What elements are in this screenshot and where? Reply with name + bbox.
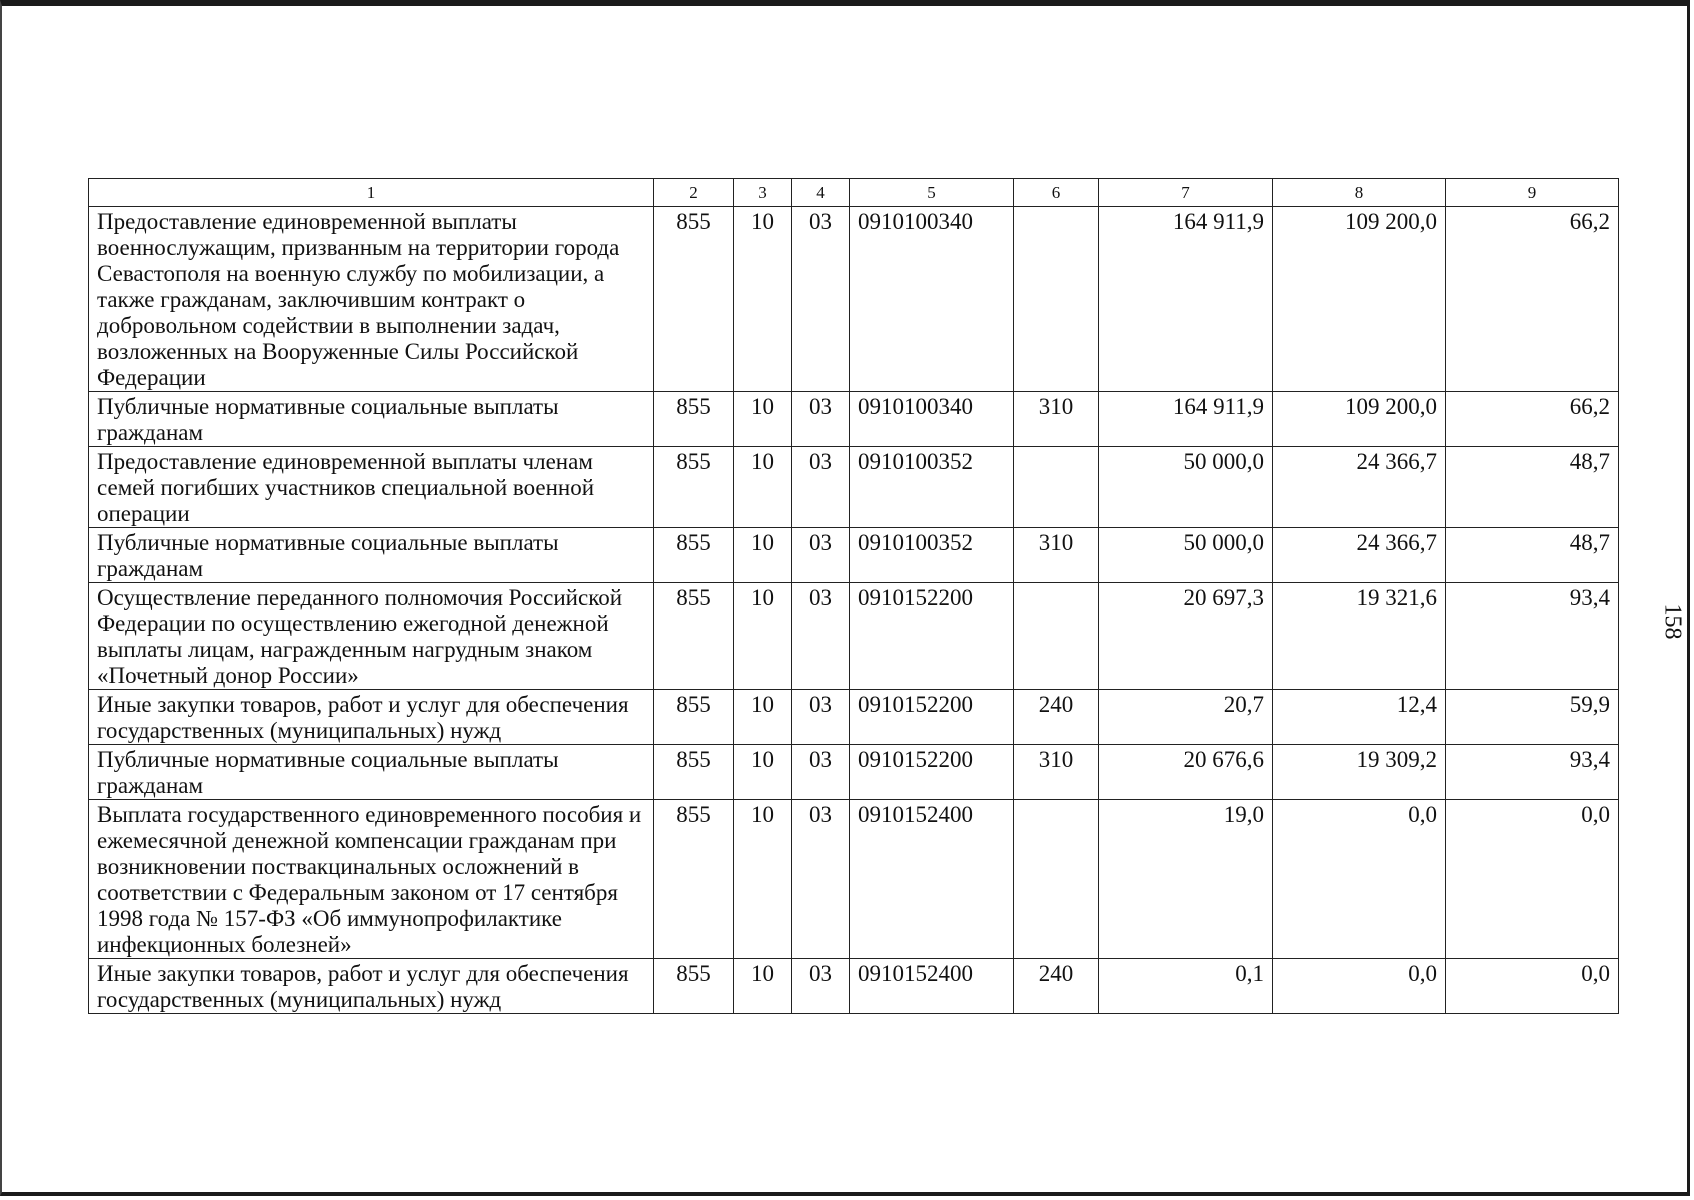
cell-subsection: 03 bbox=[792, 528, 850, 583]
cell-subsection: 03 bbox=[792, 745, 850, 800]
cell-approved: 50 000,0 bbox=[1099, 528, 1273, 583]
table-row bbox=[89, 392, 1619, 447]
cell-expense-type: 240 bbox=[1014, 690, 1099, 745]
cell-section: 10 bbox=[734, 528, 792, 583]
cell-percent: 0,0 bbox=[1446, 959, 1619, 1014]
cell-target-article: 0910152400 bbox=[850, 800, 1014, 959]
cell-executed: 19 321,6 bbox=[1273, 583, 1446, 690]
cell-subsection: 03 bbox=[792, 800, 850, 959]
table-row bbox=[89, 207, 1619, 392]
table-row bbox=[89, 583, 1619, 690]
cell-approved: 164 911,9 bbox=[1099, 207, 1273, 392]
cell-expense-type: 310 bbox=[1014, 745, 1099, 800]
table-row bbox=[89, 800, 1619, 959]
cell-admin-code: 855 bbox=[654, 583, 734, 690]
cell-target-article: 0910100352 bbox=[850, 447, 1014, 528]
column-header: 3 bbox=[734, 179, 792, 207]
cell-percent: 59,9 bbox=[1446, 690, 1619, 745]
cell-executed: 109 200,0 bbox=[1273, 392, 1446, 447]
cell-subsection: 03 bbox=[792, 392, 850, 447]
table-row bbox=[89, 690, 1619, 745]
table-row bbox=[89, 528, 1619, 583]
column-header: 7 bbox=[1099, 179, 1273, 207]
column-header: 6 bbox=[1014, 179, 1099, 207]
cell-admin-code: 855 bbox=[654, 447, 734, 528]
row-description: Предоставление единовременной выплаты военнослужащим, призванным на территории города Севастополя на военную службу по мобилизации, а также гражданам, заключившим контракт о добровольном содействии в выполнении задач, возложенных на Вооруженные Силы Российской Федерации bbox=[89, 207, 654, 392]
row-description: Иные закупки товаров, работ и услуг для обеспечения государственных (муниципальных) нужд bbox=[89, 690, 654, 745]
cell-percent: 48,7 bbox=[1446, 528, 1619, 583]
table-row bbox=[89, 959, 1619, 1014]
cell-admin-code: 855 bbox=[654, 207, 734, 392]
cell-approved: 20 676,6 bbox=[1099, 745, 1273, 800]
cell-expense-type: 310 bbox=[1014, 528, 1099, 583]
cell-target-article: 0910152200 bbox=[850, 745, 1014, 800]
cell-section: 10 bbox=[734, 207, 792, 392]
cell-executed: 19 309,2 bbox=[1273, 745, 1446, 800]
table-row bbox=[89, 447, 1619, 528]
cell-percent: 66,2 bbox=[1446, 392, 1619, 447]
budget-table bbox=[88, 178, 1619, 1014]
column-number-row bbox=[89, 179, 1619, 207]
cell-executed: 24 366,7 bbox=[1273, 447, 1446, 528]
cell-percent: 66,2 bbox=[1446, 207, 1619, 392]
cell-executed: 24 366,7 bbox=[1273, 528, 1446, 583]
cell-admin-code: 855 bbox=[654, 392, 734, 447]
cell-executed: 109 200,0 bbox=[1273, 207, 1446, 392]
cell-subsection: 03 bbox=[792, 583, 850, 690]
row-description: Осуществление переданного полномочия Российской Федерации по осуществлению ежегодной денежной выплаты лицам, награжденным нагрудным знаком «Почетный донор России» bbox=[89, 583, 654, 690]
row-description: Публичные нормативные социальные выплаты гражданам bbox=[89, 745, 654, 800]
cell-expense-type bbox=[1014, 583, 1099, 690]
cell-subsection: 03 bbox=[792, 690, 850, 745]
cell-section: 10 bbox=[734, 583, 792, 690]
row-description: Иные закупки товаров, работ и услуг для обеспечения государственных (муниципальных) нужд bbox=[89, 959, 654, 1014]
cell-target-article: 0910152400 bbox=[850, 959, 1014, 1014]
cell-percent: 93,4 bbox=[1446, 745, 1619, 800]
cell-expense-type: 240 bbox=[1014, 959, 1099, 1014]
cell-subsection: 03 bbox=[792, 207, 850, 392]
cell-section: 10 bbox=[734, 959, 792, 1014]
column-header: 5 bbox=[850, 179, 1014, 207]
cell-executed: 0,0 bbox=[1273, 959, 1446, 1014]
page-number: 158 bbox=[1659, 603, 1686, 640]
cell-target-article: 0910100340 bbox=[850, 392, 1014, 447]
cell-admin-code: 855 bbox=[654, 959, 734, 1014]
row-description: Предоставление единовременной выплаты членам семей погибших участников специальной военной операции bbox=[89, 447, 654, 528]
cell-executed: 12,4 bbox=[1273, 690, 1446, 745]
cell-percent: 0,0 bbox=[1446, 800, 1619, 959]
cell-section: 10 bbox=[734, 800, 792, 959]
row-description: Выплата государственного единовременного пособия и ежемесячной денежной компенсации гражданам при возникновении поствакцинальных осложнений в соответствии с Федеральным законом от 17 сентября 1998 года № 157-ФЗ «Об иммунопрофилактике инфекционных болезней» bbox=[89, 800, 654, 959]
cell-percent: 93,4 bbox=[1446, 583, 1619, 690]
cell-section: 10 bbox=[734, 392, 792, 447]
cell-approved: 20 697,3 bbox=[1099, 583, 1273, 690]
column-header: 4 bbox=[792, 179, 850, 207]
table-row bbox=[89, 745, 1619, 800]
cell-admin-code: 855 bbox=[654, 745, 734, 800]
cell-approved: 0,1 bbox=[1099, 959, 1273, 1014]
cell-section: 10 bbox=[734, 745, 792, 800]
cell-subsection: 03 bbox=[792, 447, 850, 528]
column-header: 8 bbox=[1273, 179, 1446, 207]
column-header: 2 bbox=[654, 179, 734, 207]
cell-expense-type bbox=[1014, 447, 1099, 528]
cell-approved: 20,7 bbox=[1099, 690, 1273, 745]
cell-approved: 50 000,0 bbox=[1099, 447, 1273, 528]
row-description: Публичные нормативные социальные выплаты гражданам bbox=[89, 528, 654, 583]
cell-approved: 19,0 bbox=[1099, 800, 1273, 959]
cell-admin-code: 855 bbox=[654, 690, 734, 745]
row-description: Публичные нормативные социальные выплаты гражданам bbox=[89, 392, 654, 447]
cell-admin-code: 855 bbox=[654, 528, 734, 583]
column-header: 9 bbox=[1446, 179, 1619, 207]
cell-section: 10 bbox=[734, 690, 792, 745]
cell-target-article: 0910100352 bbox=[850, 528, 1014, 583]
cell-expense-type: 310 bbox=[1014, 392, 1099, 447]
cell-executed: 0,0 bbox=[1273, 800, 1446, 959]
cell-section: 10 bbox=[734, 447, 792, 528]
cell-target-article: 0910100340 bbox=[850, 207, 1014, 392]
cell-subsection: 03 bbox=[792, 959, 850, 1014]
cell-target-article: 0910152200 bbox=[850, 690, 1014, 745]
cell-percent: 48,7 bbox=[1446, 447, 1619, 528]
cell-expense-type bbox=[1014, 800, 1099, 959]
cell-target-article: 0910152200 bbox=[850, 583, 1014, 690]
cell-admin-code: 855 bbox=[654, 800, 734, 959]
cell-approved: 164 911,9 bbox=[1099, 392, 1273, 447]
cell-expense-type bbox=[1014, 207, 1099, 392]
column-header: 1 bbox=[89, 179, 654, 207]
